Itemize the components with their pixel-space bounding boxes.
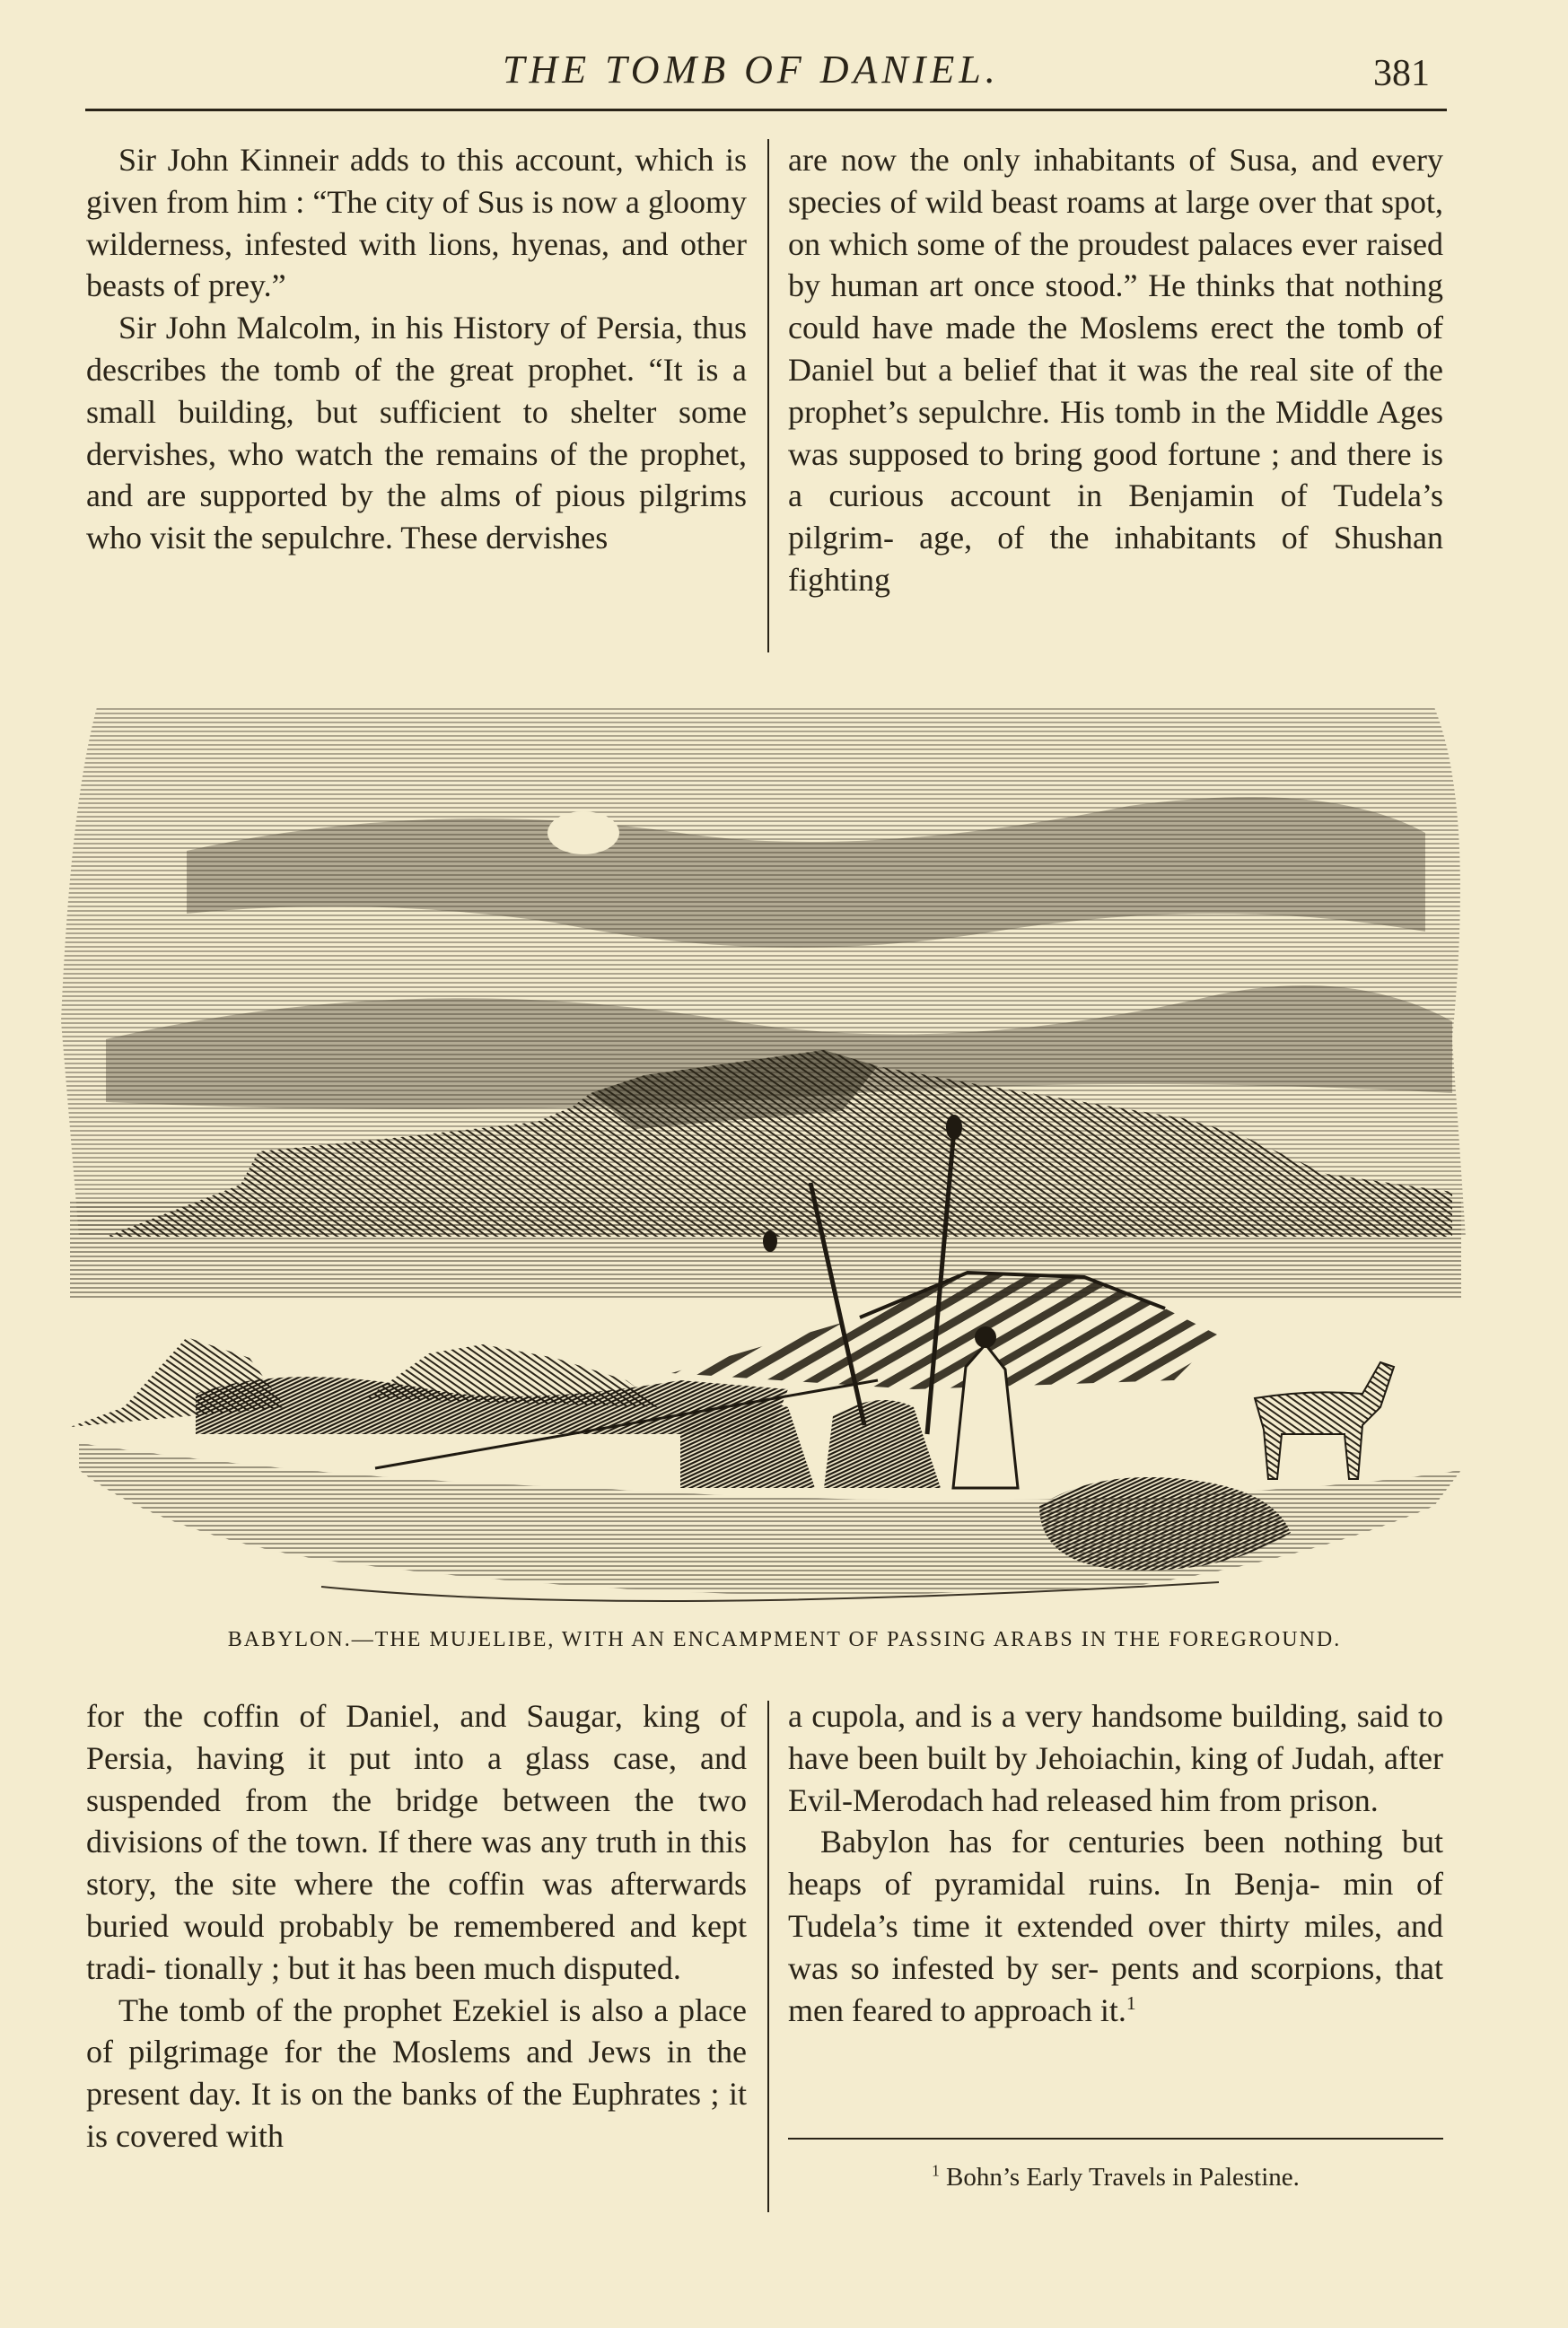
column-divider — [767, 139, 769, 652]
engraving-illustration — [52, 698, 1479, 1623]
paragraph: a cupola, and is a very handsome building, said to have been built by Jehoiachin, king of Judah, after Evil-Merodach had released him from prison. — [788, 1698, 1443, 1818]
bottom-right-column — [788, 1695, 1443, 2031]
illustration-caption: BABYLON.—THE MUJELIBE, WITH AN ENCAMPMENT OF PASSING ARABS IN THE FOREGROUND. — [227, 1628, 1342, 1651]
paragraph — [788, 1821, 1443, 2031]
paragraph: The tomb of the prophet Ezekiel is also a place of pilgrimage for the Moslems and Jews in the present day. It is on the banks of the Euphrates ; it is covered with — [86, 1991, 747, 2154]
bottom-left-column — [86, 1695, 747, 2157]
running-head — [0, 47, 1568, 101]
paragraph: Sir John Kinneir adds to this account, which is given from him : “The city of Sus is now a gloomy wilderness, infested with lions, hyenas, and other beasts of prey.” — [86, 142, 747, 304]
header-rule — [85, 109, 1447, 111]
footnote — [788, 2163, 1443, 2192]
paragraph: are now the only inhabitants of Susa, and every species of wild beast roams at large over that spot, on which some of the proudest palaces ever raised by human art once stood.” He thinks that nothing could have made the Moslems erect the tomb of Daniel but a belief that it was the real site of the prophet’s sepulchre. His tomb in the Middle Ages was supposed to bring good fortune ; and there is a curious account in Benjamin of Tudela’s pilgrim- age, of the inhabitants of Shushan fighting — [788, 142, 1443, 598]
running-title: THE TOMB OF DANIEL. — [503, 48, 1000, 92]
paragraph-text: Babylon has for centuries been nothing but heaps of pyramidal ruins. In Benja- min of Tudela’s time it extended over thirty miles, and was so infested by ser- pents and scorpions, that men feared to approach it. — [788, 1824, 1443, 2028]
top-left-column — [86, 139, 747, 559]
footnote-reference[interactable]: 1 — [1126, 1991, 1136, 2014]
footnote-rule — [788, 2138, 1443, 2140]
footnote-text: Bohn’s Early Travels in Palestine. — [946, 2163, 1300, 2192]
page-number: 381 — [1373, 53, 1430, 94]
footnote-marker: 1 — [932, 2161, 940, 2180]
paragraph: Sir John Malcolm, in his History of Persia, thus describes the tomb of the great prophet. “It is a small building, but sufficient to shelter some dervishes, who watch the remains of the prophet, and are supported by the alms of pious pilgrims who visit the sepulchre. These dervishes — [86, 310, 747, 556]
paragraph: for the coffin of Daniel, and Saugar, king of Persia, having it put into a glass case, and suspended from the bridge between the two divisions of the town. If there was any truth in this story, the site where the coffin was afterwards buried would probably be remembered and kept tradi- tionally ; but it has been much disputed. — [86, 1698, 747, 1986]
column-divider — [767, 1701, 769, 2212]
top-right-column — [788, 139, 1443, 601]
